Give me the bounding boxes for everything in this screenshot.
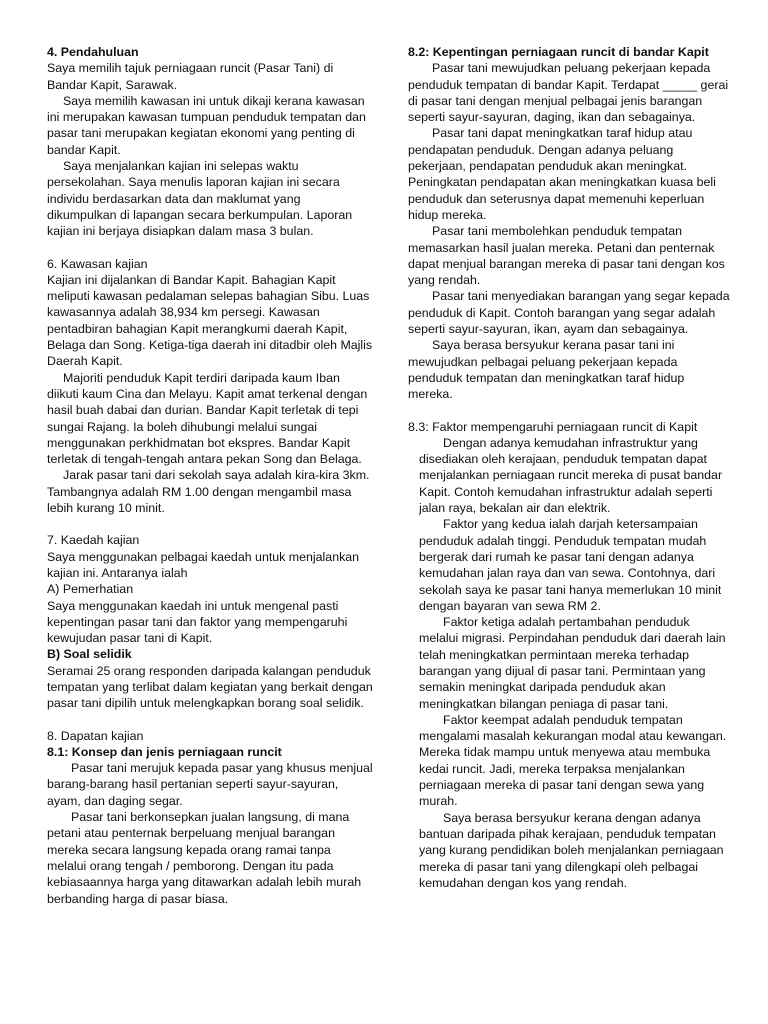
paragraph: Kajian ini dijalankan di Bandar Kapit. Bahagian Kapit meliputi kawasan pedalaman selepas bahagian Sibu. Luas kawasannya adalah 38,934 km persegi. Kawasan pentadbiran bahagian Kapit merangkumi daerah Kapit, Belaga dan Song. Ketiga-tiga daerah ini ditadbir oleh Majlis Daerah Kapit. xyxy=(47,272,373,369)
paragraph: Saya menjalankan kajian ini selepas waktu persekolahan. Saya menulis laporan kajian ini secara individu berdasarkan data dan maklumat yang dikumpulkan di lapangan secara berkumpulan. Laporan kajian ini berjaya disiapkan dalam masa 3 bulan. xyxy=(47,159,353,239)
paragraph: Saya berasa bersyukur kerana pasar tani ini mewujudkan pelbagai peluang pekerjaan kepada penduduk tempatan dan meningkatkan taraf hidup mereka. xyxy=(408,338,685,402)
paragraph: Saya memilih kawasan ini untuk dikaji kerana kawasan ini merupakan kawasan tumpuan penduduk tempatan dan pasar tani merupakan kegiatan ekonomi yang penting di bandar Kapit. xyxy=(47,93,366,157)
section-kepentingan xyxy=(408,44,730,403)
paragraph: Pasar tani berkonsepkan jualan langsung, di mana petani atau penternak berpeluang menjual barangan mereka secara langsung kepada orang ramai tanpa melalui orang tengah / pemborong. Dengan itu pada kebiasaannya harga yang ditawarkan adalah lebih murah berbanding harga di pasar biasa. xyxy=(47,810,362,906)
section-heading: 4. Pendahuluan xyxy=(47,45,139,59)
section-kaedah-kajian xyxy=(47,532,373,711)
paragraph: Saya menggunakan pelbagai kaedah untuk menjalankan kajian ini. Antaranya ialah xyxy=(47,549,360,580)
subheading: A) Pemerhatian xyxy=(47,582,134,597)
section-heading: 8.2: Kepentingan perniagaan runcit di bandar Kapit xyxy=(408,45,709,59)
paragraph: Pasar tani dapat meningkatkan taraf hidup atau pendapatan penduduk. Dengan adanya peluang pekerjaan, pendapatan penduduk akan meningkat. Peningkatan pendapatan akan meningkatkan kuasa beli penduduk dan seterusnya dapat memenuhi keperluan hidup mereka. xyxy=(408,126,716,222)
paragraph: Jarak pasar tani dari sekolah saya adalah kira-kira 3km. Tambangnya adalah RM 1.00 dengan mengambil masa lebih kurang 10 minit. xyxy=(47,468,370,516)
paragraph: Dengan adanya kemudahan infrastruktur yang disediakan oleh kerajaan, penduduk tempatan dapat menjalankan perniagaan runcit mereka di pusat bandar Kapit. Contoh kemudahan infrastruktur adalah seperti jalan raya, bekalan air dan elektrik. xyxy=(419,435,723,516)
paragraph: Faktor ketiga adalah pertambahan penduduk melalui migrasi. Perpindahan penduduk dari daerah lain telah meningkatkan permintaan mereka terhadap barangan yang dijual di pasar tani. Permintaan yang semakin meningkat daripada penduduk akan meningkatkan bilangan peniaga di pasar tani. xyxy=(419,615,726,711)
paragraph: Pasar tani merujuk kepada pasar yang khusus menjual barang-barang hasil pertanian seperti sayur-sayuran, ayam, dan daging segar. xyxy=(47,761,373,808)
section-pendahuluan xyxy=(47,44,373,240)
paragraph: Saya menggunakan kaedah ini untuk mengenal pasti kepentingan pasar tani dan faktor yang mempengaruhi kewujudan pasar tani di Kapit. xyxy=(47,598,348,646)
paragraph: Pasar tani menyediakan barangan yang segar kepada penduduk di Kapit. Contoh barangan yang segar adalah seperti sayur-sayuran, ikan, ayam dan sebagainya. xyxy=(408,289,730,337)
paragraph: Seramai 25 orang responden daripada kalangan penduduk tempatan yang terlibat dalam kegiatan yang berkait dengan pasar tani dipilih untuk melengkapkan borang soal selidik. xyxy=(47,663,373,711)
paragraph: Saya memilih tajuk perniagaan runcit (Pasar Tani) di Bandar Kapit, Sarawak. xyxy=(47,61,334,92)
paragraph: Saya berasa bersyukur kerana dengan adanya bantuan daripada pihak kerajaan, penduduk tempatan yang kurang pendidikan boleh menjalankan perniagaan mereka di pasar tani yang dilengkapi oleh pelbagai kemudahan dengan kos yang rendah. xyxy=(419,810,724,890)
section-dapatan-kajian xyxy=(47,728,373,907)
subheading: 8.1: Konsep dan jenis perniagaan runcit xyxy=(47,744,282,759)
left-column xyxy=(47,44,373,923)
section-heading: 6. Kawasan kajian xyxy=(47,256,148,271)
paragraph: Faktor keempat adalah penduduk tempatan mengalami masalah kekurangan modal atau kewangan. Mereka tidak mampu untuk menyewa atau membuka kedai runcit. Jadi, mereka terpaksa menjalankan perniagaan mereka di pasar tani dengan sewa yang murah. xyxy=(419,712,727,809)
section-heading: 7. Kaedah kajian xyxy=(47,533,140,548)
paragraph: Majoriti penduduk Kapit terdiri daripada kaum Iban diikuti kaum Cina dan Melayu. Kapit amat terkenal dengan hasil buah dabai dan durian. Bandar Kapit terletak di tepi sungai Rajang. Ia boleh dihubungi melalui sungai menggunakan perkhidmatan bot ekspres. Bandar Kapit terletak di tengah-tengah antara pekan Song dan Belaga. xyxy=(47,370,368,467)
paragraph: Pasar tani membolehkan penduduk tempatan memasarkan hasil jualan mereka. Petani dan penternak dapat menjual barangan mereka di pasar tani dengan kos yang rendah. xyxy=(408,224,725,288)
right-column xyxy=(408,44,730,907)
paragraph: Faktor yang kedua ialah darjah ketersampaian penduduk adalah tinggi. Penduduk tempatan mudah bergerak dari rumah ke pasar tani dengan adanya kemudahan jalan raya dan van sewa. Contohnya, dari sekolah saya ke pasar tani hanya memerlukan 10 minit dengan bayaran van sewa RM 2. xyxy=(419,517,722,613)
subheading: B) Soal selidik xyxy=(47,647,132,662)
faktor-body xyxy=(408,435,730,891)
section-kawasan-kajian xyxy=(47,256,373,517)
section-faktor xyxy=(408,419,730,892)
section-heading: 8.3: Faktor mempengaruhi perniagaan runcit di Kapit xyxy=(408,419,698,434)
section-heading: 8. Dapatan kajian xyxy=(47,728,144,743)
paragraph: Pasar tani mewujudkan peluang pekerjaan kepada penduduk tempatan di bandar Kapit. Terdapat _____ gerai di pasar tani dengan menjual pelbagai jenis barangan seperti sayur-sayuran, daging, ikan dan sebagainya. xyxy=(408,61,729,125)
